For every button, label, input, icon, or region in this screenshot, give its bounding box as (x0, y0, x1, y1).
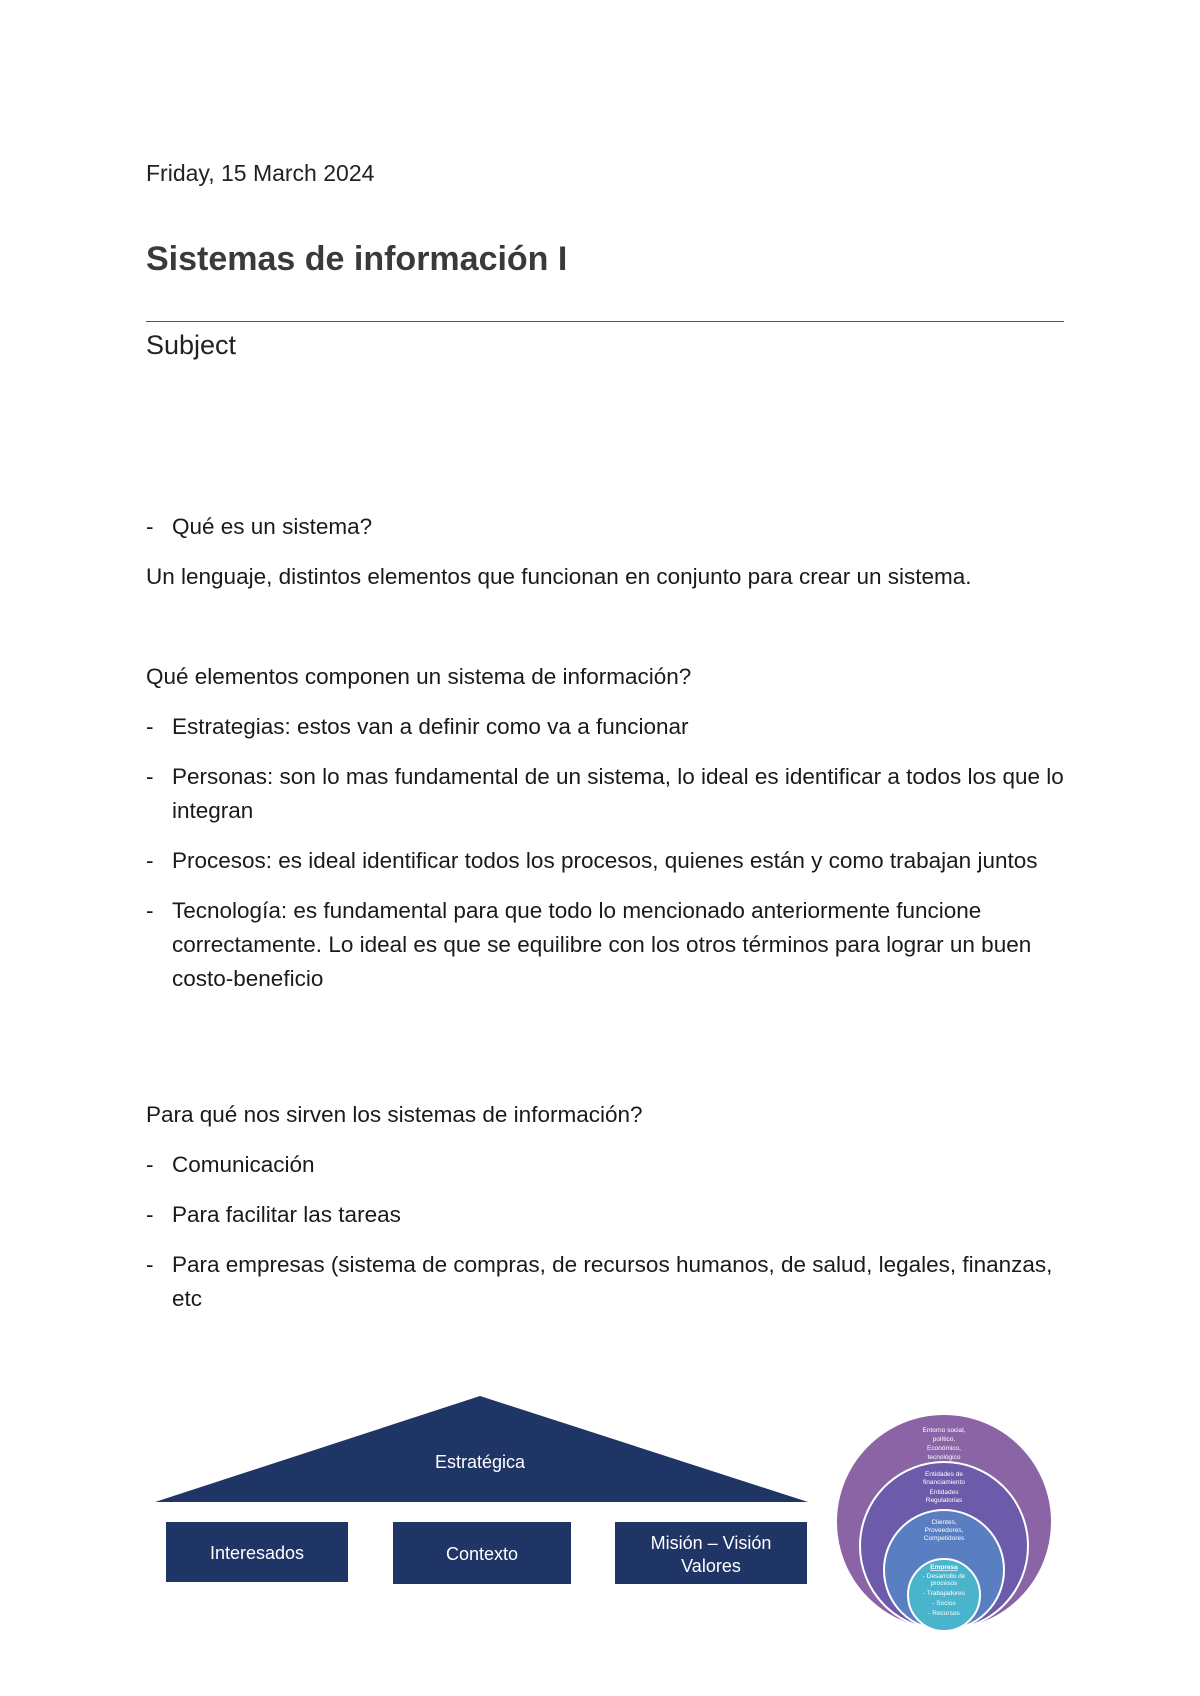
ring-third-line: Proveedores, (924, 1527, 964, 1534)
list-item-text: Tecnología: es fundamental para que todo lo mencionado anteriormente funcione correctamente. Lo ideal es que se equilibre con los otros términos para lograr un buen costo-beneficio (172, 898, 1032, 991)
ring-inner-title: Empresa (930, 1564, 958, 1571)
dash-bullet: - (146, 1252, 154, 1277)
box-mision-label: Misión – Visión (650, 1533, 772, 1553)
dash-bullet: - (146, 764, 154, 789)
list-item-text: Para empresas (sistema de compras, de recursos humanos, de salud, legales, finanzas, etc (172, 1252, 1053, 1311)
ring-inner-line: procesos (930, 1580, 958, 1587)
ring-outer-line: tecnológico (927, 1454, 961, 1461)
subject-heading: Subject (146, 330, 237, 360)
list-item-text: Para facilitar las tareas (172, 1202, 401, 1227)
roof-label: Estratégica (434, 1452, 526, 1472)
box-interesados-label: Interesados (209, 1543, 305, 1563)
document-date: Friday, 15 March 2024 (146, 160, 375, 186)
box-contexto-label: Contexto (445, 1544, 519, 1564)
ring-outer-line: Económico, (927, 1445, 961, 1452)
ring-third-line: Clientes, (931, 1519, 957, 1526)
answer-text: Un lenguaje, distintos elementos que funcionan en conjunto para crear un sistema. (146, 564, 972, 589)
page-title: Sistemas de información I (146, 240, 568, 278)
ring-inner-line: - Trabajadores (923, 1590, 965, 1597)
ring-outer-line: Entorno social, (922, 1427, 966, 1434)
strategy-roof (155, 1396, 808, 1502)
box-valores-label: Valores (681, 1556, 741, 1576)
ring-inner-line: - Socios (932, 1600, 956, 1607)
ring-second-line: financiamiento (923, 1479, 965, 1486)
dash-bullet: - (146, 848, 154, 873)
ring-inner-line: - Desarrollo de (922, 1573, 966, 1580)
ring-inner-line: - Recursos (928, 1610, 960, 1617)
dash-bullet: - (146, 714, 154, 739)
dash-bullet: - (146, 1152, 154, 1177)
list-item-text: Procesos: es ideal identificar todos los procesos, quienes están y como trabajan juntos (172, 848, 1038, 873)
question-text: Qué elementos componen un sistema de información? (146, 664, 692, 689)
list-item-text: Estrategias: estos van a definir como va a funcionar (172, 714, 689, 739)
list-item-text: Personas: son lo mas fundamental de un sistema, lo ideal es identificar a todos los que lo integran (172, 764, 1064, 823)
dash-bullet: - (146, 898, 154, 923)
ring-second-line: Regulatorias (925, 1497, 963, 1504)
dash-bullet: - (146, 1202, 154, 1227)
ring-outer-line: político, (932, 1436, 956, 1443)
ring-third-line: Competidores (923, 1535, 965, 1542)
list-item-text: Comunicación (172, 1152, 315, 1177)
question-text: Qué es un sistema? (172, 514, 373, 539)
ring-second-line: Entidades (929, 1489, 959, 1496)
ring-second-line: Entidades de (925, 1471, 963, 1478)
dash-bullet: - (146, 514, 154, 539)
question-text: Para qué nos sirven los sistemas de información? (146, 1102, 643, 1127)
